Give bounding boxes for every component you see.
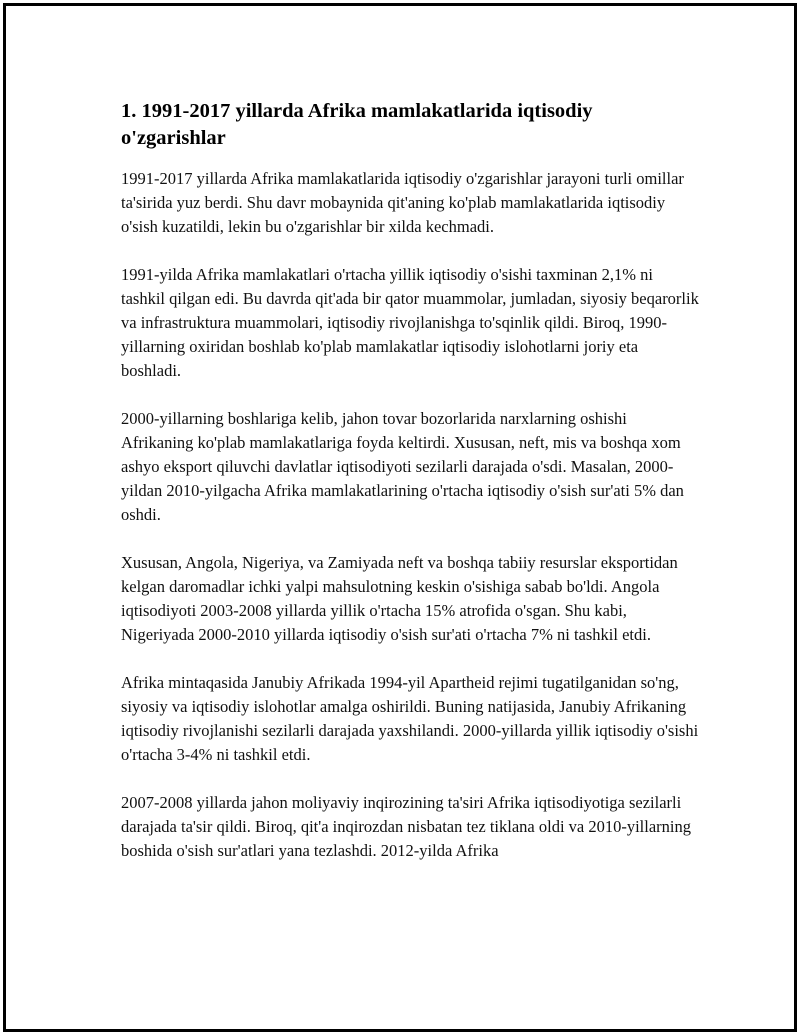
- paragraph-6: 2007-2008 yillarda jahon moliyaviy inqirozining ta'siri Afrika iqtisodiyotiga sezilarli darajada ta'sir qildi. Biroq, qit'a inqirozdan nisbatan tez tiklana oldi va 2010-yillarning boshida o'sish sur'atlari yana tezlashdi. 2012-yilda Afrika: [121, 793, 691, 860]
- document-body: [121, 98, 701, 887]
- paragraph-1: 1991-2017 yillarda Afrika mamlakatlarida iqtisodiy o'zgarishlar jarayoni turli omillar ta'sirida yuz berdi. Shu davr mobaynida qit'aning ko'plab mamlakatlarida iqtisodiy o'sish kuzatildi, lekin bu o'zgarishlar bir xilda kechmadi.: [121, 169, 684, 236]
- paragraph-5: Afrika mintaqasida Janubiy Afrikada 1994-yil Apartheid rejimi tugatilganidan so'ng, siyosiy va iqtisodiy islohotlar amalga oshirildi. Buning natijasida, Janubiy Afrikaning iqtisodiy rivojlanishi sezilarli darajada yaxshilandi. 2000-yillarda yillik iqtisodiy o'sishi o'rtacha 3-4% ni tashkil etdi.: [121, 673, 699, 764]
- paragraph-3: 2000-yillarning boshlariga kelib, jahon tovar bozorlarida narxlarning oshishi Afrikaning ko'plab mamlakatlariga foyda keltirdi. Xususan, neft, mis va boshqa xom ashyo eksport qiluvchi davlatlar iqtisodiyoti sezilarli darajada o'sdi. Masalan, 2000-yildan 2010-yilgacha Afrika mamlakatlarining o'rtacha iqtisodiy o'sish sur'ati 5% dan oshdi.: [121, 409, 684, 524]
- paragraph-4: Xususan, Angola, Nigeriya, va Zamiyada neft va boshqa tabiiy resurslar eksportidan kelgan daromadlar ichki yalpi mahsulotning keskin o'sishiga sabab bo'ldi. Angola iqtisodiyoti 2003-2008 yillarda yillik o'rtacha 15% atrofida o'sgan. Shu kabi, Nigeriyada 2000-2010 yillarda iqtisodiy o'sish sur'ati o'rtacha 7% ni tashkil etdi.: [121, 553, 678, 644]
- document-title: 1. 1991-2017 yillarda Afrika mamlakatlarida iqtisodiy o'zgarishlar: [121, 100, 593, 149]
- paragraph-2: 1991-yilda Afrika mamlakatlari o'rtacha yillik iqtisodiy o'sishi taxminan 2,1% ni tashkil qilgan edi. Bu davrda qit'ada bir qator muammolar, jumladan, siyosiy beqarorlik va infrastruktura muammolari, iqtisodiy rivojlanishga to'sqinlik qildi. Biroq, 1990-yillarning oxiridan boshlab ko'plab mamlakatlar iqtisodiy islohotlarni joriy eta boshladi.: [121, 265, 699, 380]
- page-frame: [3, 3, 797, 1032]
